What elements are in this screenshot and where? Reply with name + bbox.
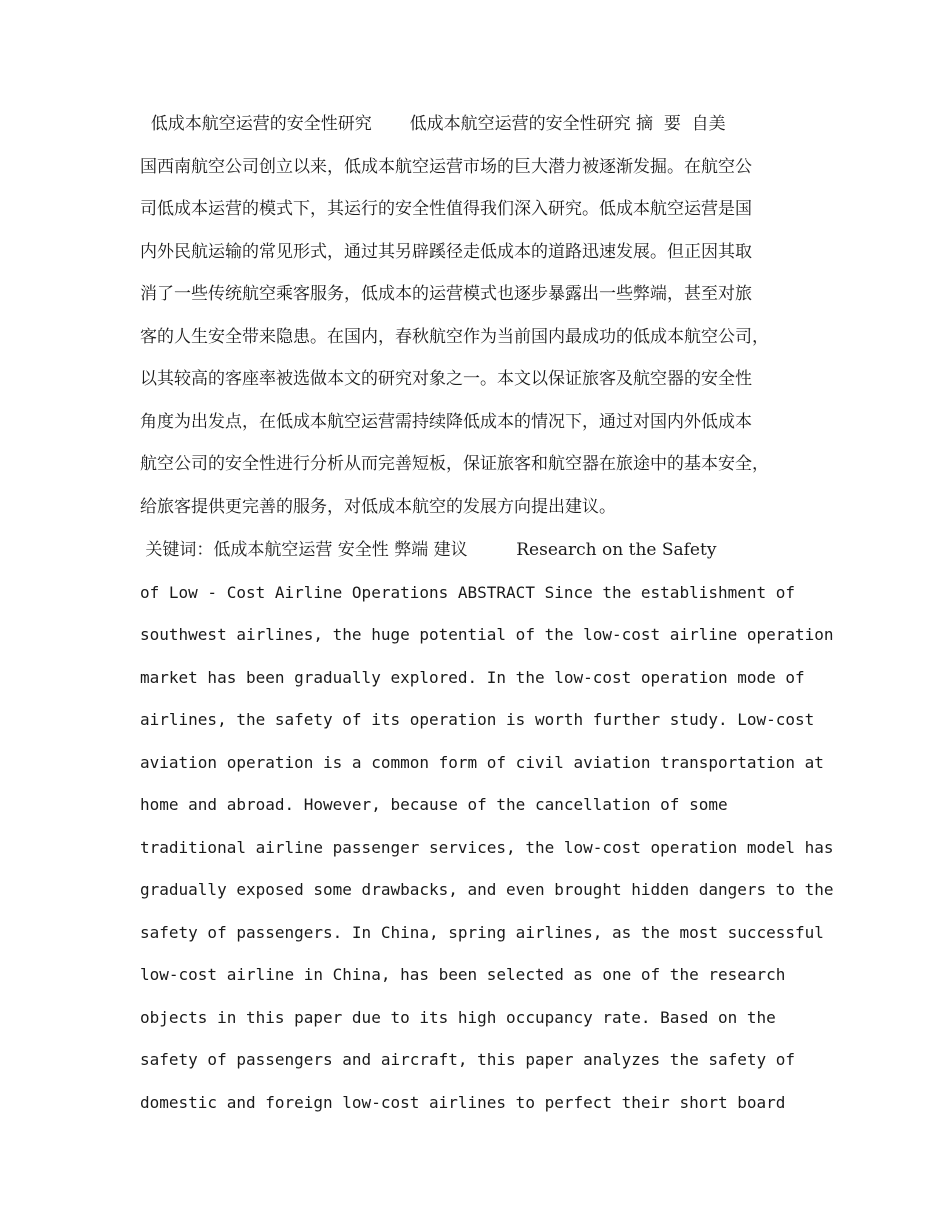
text-line: 国西南航空公司创立以来，低成本航空运营市场的巨大潜力被逐渐发掘。在航空公 <box>140 157 752 177</box>
text-line: 低成本航空运营的安全性研究 低成本航空运营的安全性研究 摘 要 自美 <box>140 114 726 134</box>
text-line: 司低成本运营的模式下，其运行的安全性值得我们深入研究。低成本航空运营是国 <box>140 199 752 219</box>
text-line: low-cost airline in China, has been selected as one of the research <box>140 965 786 984</box>
text-line: 以其较高的客座率被选做本文的研究对象之一。本文以保证旅客及航空器的安全性 <box>140 369 752 389</box>
text-line: 消了一些传统航空乘客服务，低成本的运营模式也逐步暴露出一些弊端，甚至对旅 <box>140 284 752 304</box>
keywords-line: 关键词：低成本航空运营 安全性 弊端 建议 Research on the Safety <box>140 540 717 560</box>
text-line: objects in this paper due to its high occupancy rate. Based on the <box>140 1008 776 1027</box>
text-line: airlines, the safety of its operation is worth further study. Low-cost <box>140 710 815 729</box>
text-line: southwest airlines, the huge potential of the low-cost airline operation <box>140 625 834 644</box>
text-line: 客的人生安全带来隐患。在国内，春秋航空作为当前国内最成功的低成本航空公司， <box>140 327 769 347</box>
text-line: 航空公司的安全性进行分析从而完善短板，保证旅客和航空器在旅途中的基本安全， <box>140 454 769 474</box>
text-line: 内外民航运输的常见形式，通过其另辟蹊径走低成本的道路迅速发展。但正因其取 <box>140 242 752 262</box>
text-line: safety of passengers. In China, spring airlines, as the most successful <box>140 923 824 942</box>
text-line: safety of passengers and aircraft, this paper analyzes the safety of <box>140 1050 796 1069</box>
text-line: market has been gradually explored. In the low-cost operation mode of <box>140 668 805 687</box>
text-line: home and abroad. However, because of the cancellation of some <box>140 795 728 814</box>
text-line: 给旅客提供更完善的服务，对低成本航空的发展方向提出建议。 <box>140 497 616 517</box>
text-line: aviation operation is a common form of civil aviation transportation at <box>140 753 824 772</box>
text-line: gradually exposed some drawbacks, and even brought hidden dangers to the <box>140 880 834 899</box>
text-line: domestic and foreign low-cost airlines to perfect their short board <box>140 1093 786 1112</box>
text-line: traditional airline passenger services, the low-cost operation model has <box>140 838 834 857</box>
text-line: 角度为出发点，在低成本航空运营需持续降低成本的情况下，通过对国内外低成本 <box>140 412 752 432</box>
text-line: of Low - Cost Airline Operations ABSTRACT Since the establishment of <box>140 583 796 602</box>
